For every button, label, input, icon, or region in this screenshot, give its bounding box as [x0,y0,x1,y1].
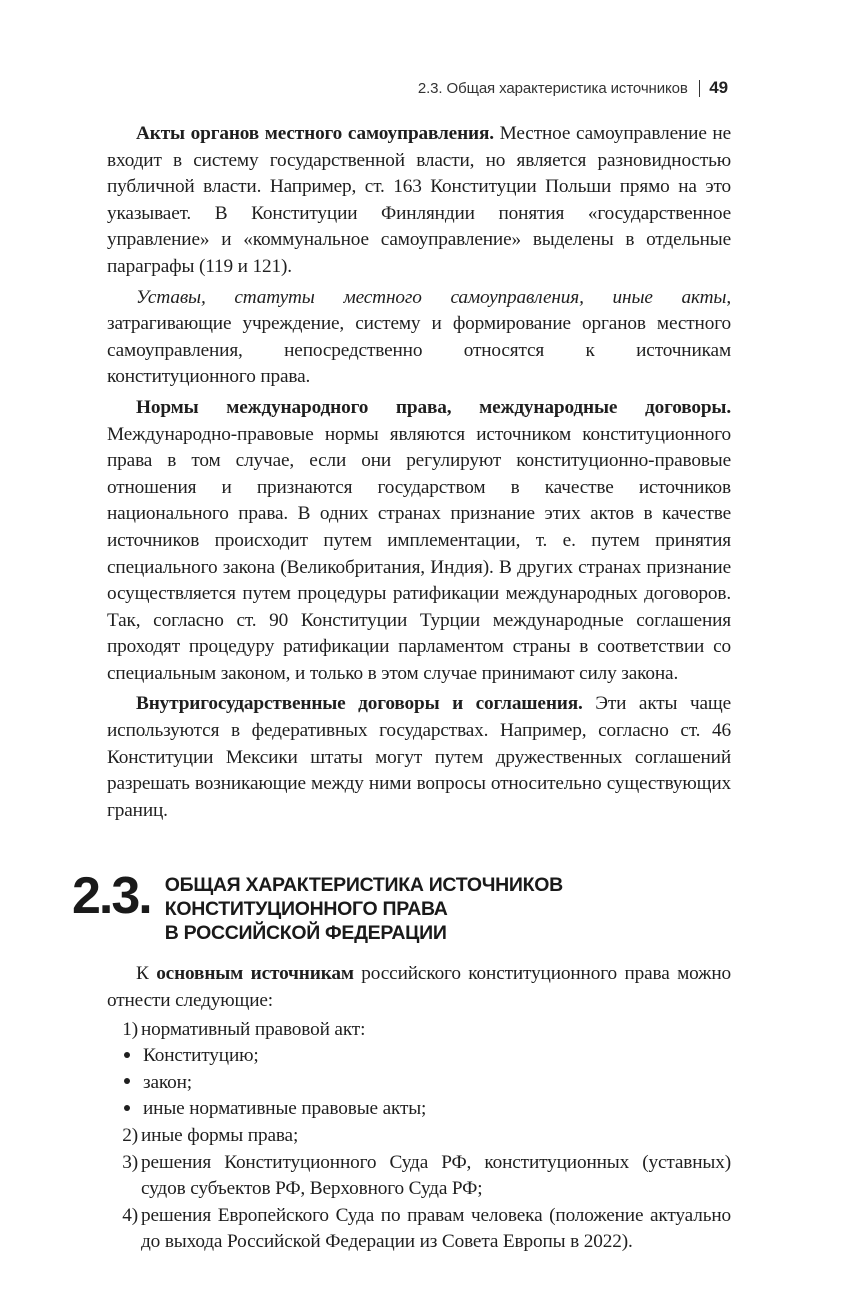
section-heading [72,867,731,945]
list-item [107,1203,731,1256]
paragraph-text: Местное самоуправление не входит в систему государственной власти, но является разновидностью публичной власти. Например, ст. 163 Конституции Польши прямо на это указывает. В Конституции Финляндии понятия «государственное управление» и «коммунальное самоуправление» выделены в отдельные параграфы (119 и 121). [107,123,731,277]
paragraph-text: Эти акты чаще используются в федеративных государствах. Например, согласно ст. 46 Конституции Мексики штаты могут путем дружественных соглашений разрешать возникающие между ними вопросы относительно существующих границ. [107,693,731,821]
intro-text: российского конституционного права можно отнести следующие: [107,963,731,1012]
paragraph-text: Международно-правовые нормы являются источником конституционного права в том случае, если они регулируют конституционно-правовые отношения и признаются государством в качестве источников национального права. В одних странах признание этих актов в качестве источников происходит путем имплементации, т. е. путем принятия специального закона (Великобритания, Индия). В других странах признание осуществляется путем процедуры ратификации международных договоров. Так, согласно ст. 90 Конституции Турции международные соглашения проходят процедуру ратификации парламентом страны в соответствии со специальным законом, и только в этом случае принимают силу закона. [107,423,731,684]
bullet-icon [110,1096,143,1123]
list-number: 2) [122,1125,138,1146]
header-divider [699,80,701,97]
sources-intro [107,961,731,1014]
paragraph-lead: Нормы международного права, международные договоры. [136,396,731,418]
section-number: 2.3. [72,867,151,926]
paragraph-lead: Уставы, статуты местного самоуправления, иные акты [136,286,727,308]
bullet-icon [110,1070,143,1097]
running-header [418,78,728,98]
section-title-line: ОБЩАЯ ХАРАКТЕРИСТИКА ИСТОЧНИКОВ [164,874,563,897]
list-item-text: решения Конституционного Суда РФ, конституционных (уставных) судов субъектов РФ, Верховного Суда РФ; [141,1151,731,1200]
bullet-item [110,1070,731,1097]
page-body [72,121,731,1256]
list-item-text [141,1017,731,1123]
sources-list [107,1017,731,1256]
bullet-text: иные нормативные правовые акты; [143,1098,427,1120]
section-title-line: КОНСТИТУЦИОННОГО ПРАВА [164,898,448,921]
list-number: 4) [122,1204,138,1226]
bullet-item [110,1096,731,1123]
paragraph-international-law [107,395,731,688]
intro-bold: основным источникам [156,963,354,985]
bullet-list [110,1043,731,1123]
list-item [107,1017,731,1123]
section-title-line: В РОССИЙСКОЙ ФЕДЕРАЦИИ [164,922,447,945]
paragraph-charters [107,285,731,391]
intro-text: К [136,963,157,985]
bullet-icon [110,1043,143,1070]
list-number: 3) [122,1151,138,1173]
list-number: 1) [122,1018,138,1040]
bullet-text: Конституцию; [143,1045,259,1067]
section-title [165,870,563,945]
paragraph-text: , затрагивающие учреждение, систему и формирование органов местного самоуправления, непосредственно относятся к источникам конституционного права. [107,286,731,388]
running-title: 2.3. Общая характеристика источников [417,79,688,97]
list-item [107,1150,731,1203]
list-item-text: иные формы права; [141,1125,299,1146]
list-item [107,1123,731,1150]
page-number: 49 [709,78,728,97]
paragraph-lead: Внутригосударственные договоры и соглашения. [136,693,583,715]
list-item-text: решения Европейского Суда по правам человека (положение актуально до выхода Российской Федерации из Совета Европы в 2022). [141,1204,731,1253]
paragraph-local-self-government [107,121,731,281]
paragraph-domestic-agreements [107,691,731,824]
bullet-item [110,1043,731,1070]
paragraph-lead: Акты органов местного самоуправления. [136,123,494,144]
list-item-label: нормативный правовой акт: [141,1018,366,1040]
bullet-text: закон; [143,1071,192,1093]
